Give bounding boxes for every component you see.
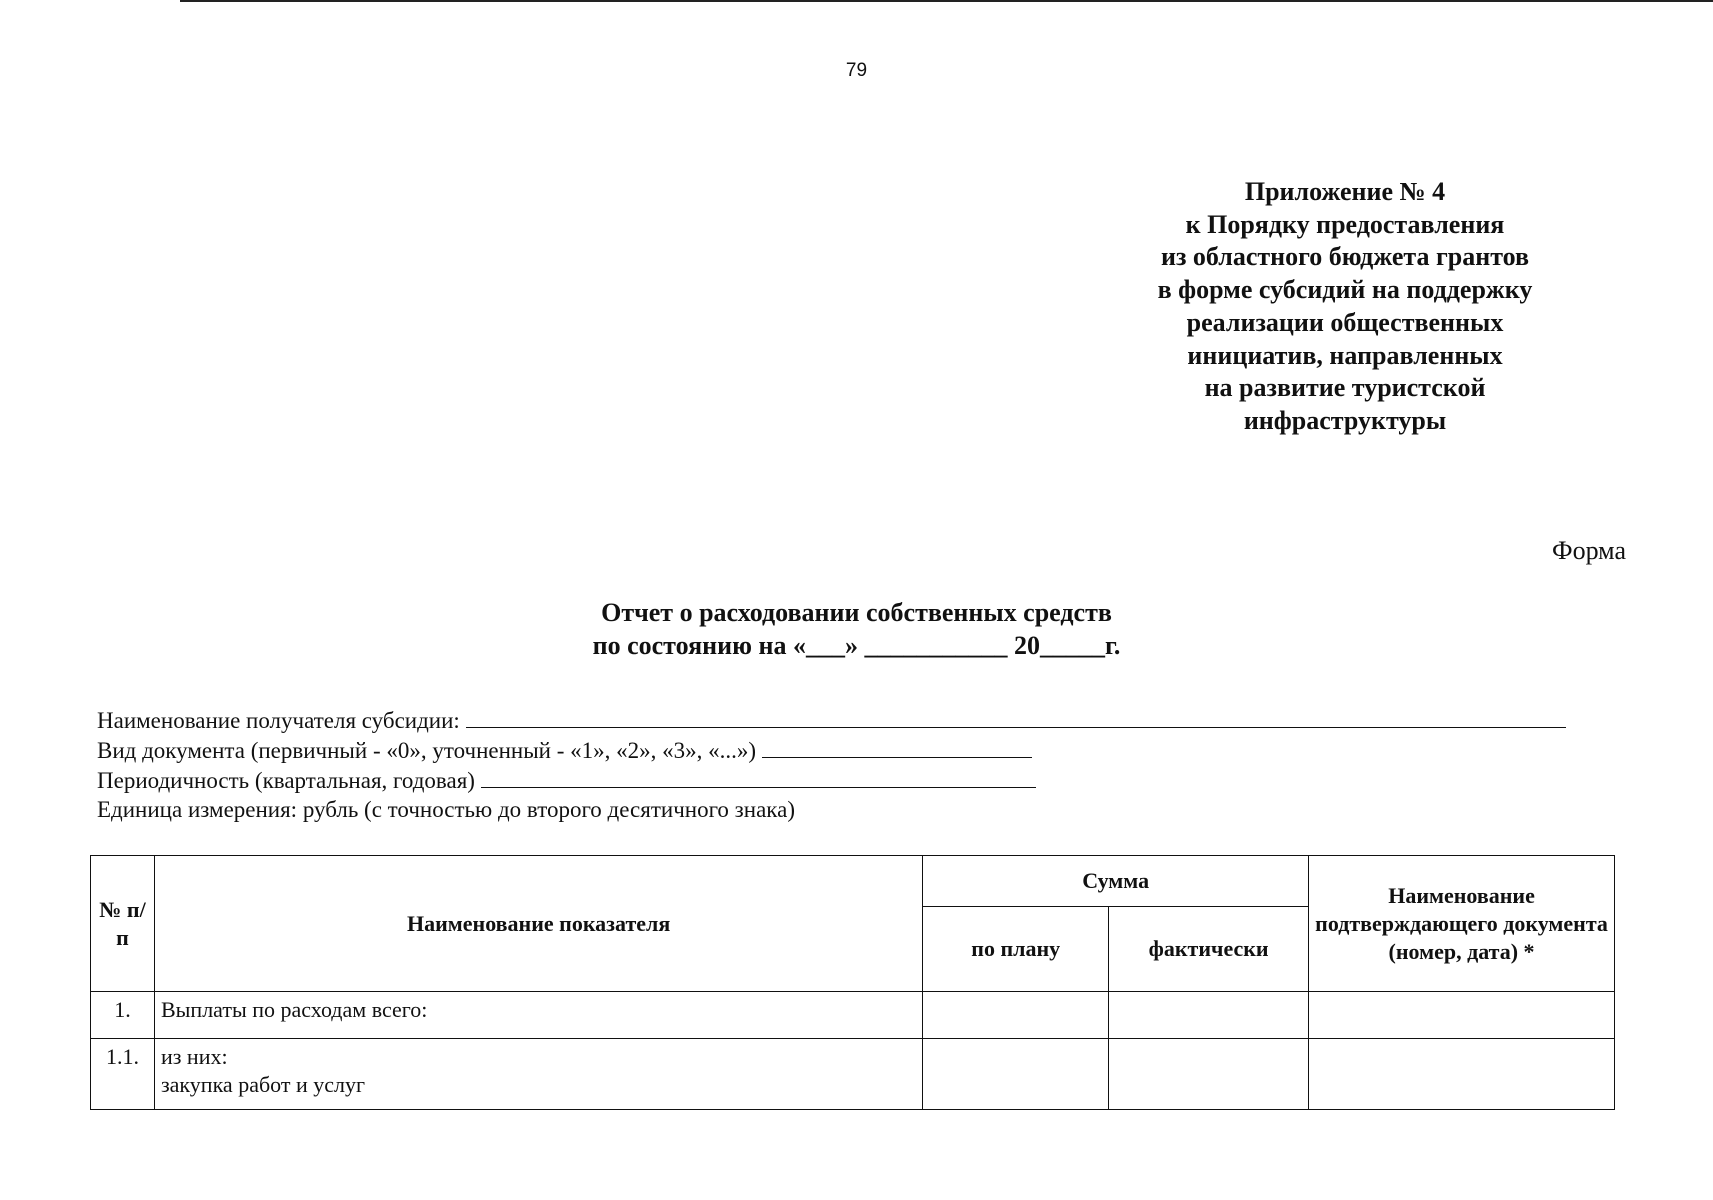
header-sum: Сумма	[923, 856, 1309, 907]
appendix-line: реализации общественных	[1186, 307, 1504, 337]
row-actual-cell[interactable]	[1109, 1039, 1309, 1110]
table-row	[91, 992, 1615, 1039]
recipient-field	[97, 705, 1566, 735]
row-indicator: Выплаты по расходам всего:	[154, 992, 922, 1039]
unit-field	[97, 795, 1566, 825]
report-title-line1: Отчет о расходовании собственных средств	[601, 598, 1112, 627]
report-fields	[97, 705, 1566, 825]
row-num: 1.1.	[91, 1039, 155, 1110]
header-plan: по плану	[923, 907, 1109, 992]
header-indicator: Наименование показателя	[154, 856, 922, 992]
unit-label: Единица измерения: рубль (с точностью до второго десятичного знака)	[97, 797, 795, 822]
recipient-blank[interactable]	[466, 705, 1566, 728]
row-indicator-line: закупка работ и услуг	[160, 1072, 366, 1097]
doc-type-blank[interactable]	[762, 735, 1032, 758]
table-row	[91, 1039, 1615, 1110]
appendix-line: инфраструктуры	[1243, 405, 1447, 435]
row-indicator	[154, 1039, 922, 1110]
row-plan-cell[interactable]	[923, 1039, 1109, 1110]
form-label: Форма	[1552, 536, 1626, 565]
header-actual: фактически	[1109, 907, 1309, 992]
appendix-line: в форме субсидий на поддержку	[1157, 275, 1533, 305]
expense-report-table	[90, 855, 1615, 1110]
appendix-header	[1080, 176, 1610, 438]
appendix-line: инициатив, направленных	[1187, 340, 1503, 370]
report-title	[0, 596, 1713, 662]
row-document-cell[interactable]	[1309, 992, 1615, 1039]
row-document-cell[interactable]	[1309, 1039, 1615, 1110]
doc-type-field	[97, 735, 1566, 765]
scan-edge-line	[180, 0, 1713, 2]
periodicity-field	[97, 765, 1566, 795]
row-actual-cell[interactable]	[1109, 992, 1309, 1039]
header-document: Наименование подтверждающего документа (номер, дата) *	[1309, 856, 1615, 992]
periodicity-label: Периодичность (квартальная, годовая)	[97, 768, 475, 793]
recipient-label: Наименование получателя субсидии:	[97, 708, 460, 733]
appendix-line: к Порядку предоставления	[1185, 209, 1505, 239]
appendix-line: на развитие туристской	[1204, 373, 1486, 403]
row-num: 1.	[91, 992, 155, 1039]
appendix-line: Приложение № 4	[1244, 177, 1446, 206]
appendix-line: из областного бюджета грантов	[1160, 242, 1530, 272]
report-title-line2: по состоянию на «___» ___________ 20_____г.	[592, 631, 1121, 660]
header-num: № п/п	[91, 856, 155, 992]
page-number: 79	[845, 60, 868, 81]
doc-type-label: Вид документа (первичный - «0», уточненный - «1», «2», «3», «...»)	[97, 738, 757, 763]
row-indicator-line: из них:	[160, 1044, 228, 1069]
periodicity-blank[interactable]	[481, 765, 1036, 788]
row-plan-cell[interactable]	[923, 992, 1109, 1039]
